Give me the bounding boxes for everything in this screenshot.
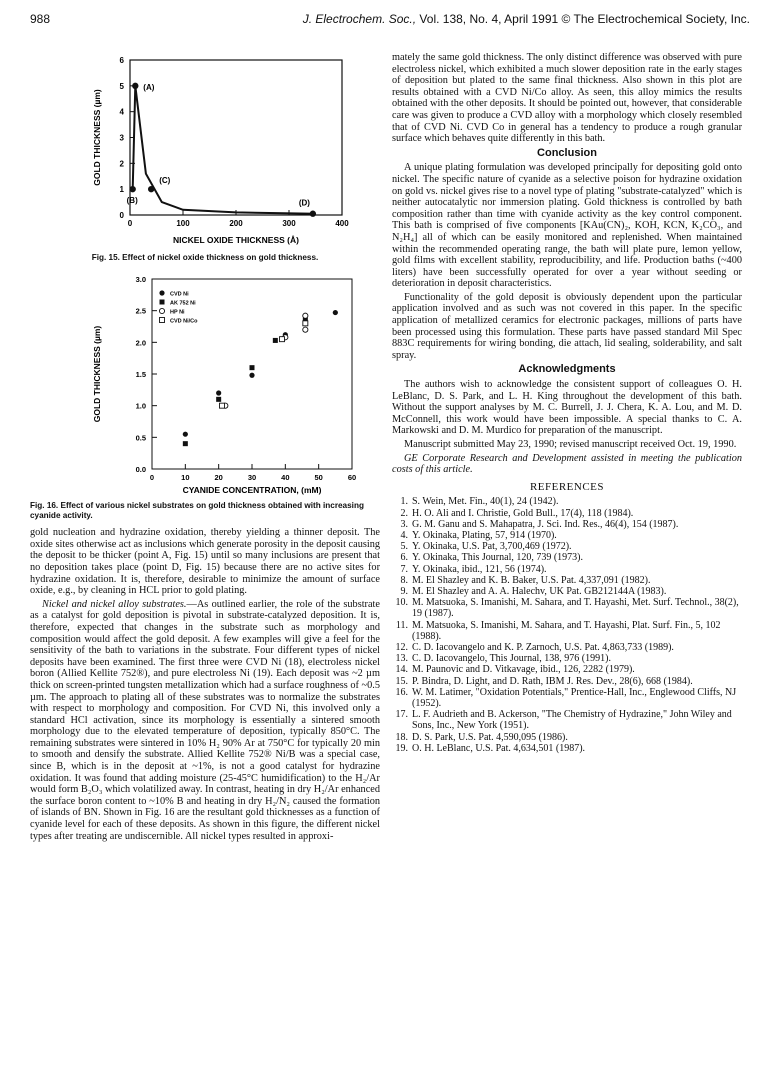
reference-number: 9.	[400, 586, 408, 597]
reference-text: D. S. Park, U.S. Pat. 4,590,095 (1986).	[412, 731, 568, 743]
fig16-y-tick-label: 1.0	[135, 401, 146, 411]
fig15-curve	[133, 86, 316, 214]
reference-text: Y. Okinaka, U.S. Pat, 3,700,469 (1972).	[412, 541, 572, 553]
reference-text: S. Wein, Met. Fin., 40(1), 24 (1942).	[412, 496, 559, 508]
reference-text: H. O. Ali and I. Christie, Gold Bull., 17(4), 118 (1984).	[412, 507, 634, 519]
reference-text: M. Paunovic and D. Vitkavage, ibid., 126, 2282 (1979).	[412, 664, 635, 676]
fig16-x-tick-label: 60	[347, 472, 357, 482]
reference-item	[392, 564, 742, 575]
fig15-y-tick-label: 6	[119, 56, 124, 65]
fig15-y-axis-label: GOLD THICKNESS (µm)	[92, 89, 102, 186]
reference-number: 2.	[400, 507, 408, 519]
section-subtitle: Nickel and nickel alloy substrates.	[42, 598, 187, 610]
fig15-point-label: (B)	[126, 196, 138, 206]
fig16-y-axis-label: GOLD THICKNESS (µm)	[92, 325, 102, 422]
fig15-y-tick-label: 4	[119, 107, 124, 117]
fig15-y-tick-label: 5	[119, 81, 124, 91]
reference-text: C. D. Iacovangelo, This Journal, 138, 976 (1991).	[412, 653, 611, 665]
fig16-data-point	[303, 313, 308, 318]
fig16-data-point	[216, 396, 221, 401]
journal-name: J. Electrochem. Soc.,	[302, 12, 417, 26]
conclusion-paragraph-1: A unique plating formulation was developed principally for depositing gold onto nickel. The specific nature of cyanide as a selective poison for hydrazine oxidation on gold vs. nickel gives rise to a novel type of plating "substrate-catalyzed" which is neither autocatalytic nor immersion plating. Gold thickness is controlled by bath composition rather than time with cyanide activity as the key control component. This bath is comprised of five components [KAu(CN)₂, KOH, KCN, K₂CO₃, and N₂H₄] all of which can be easily monitored and replenished. When maintained within the recommended operating range, the bath will plate pure, lemon yellow, gold films with excellent stability, reproducibility, and life. Production baths (~400 liters) have been successfully operated for over a year without seeding or deterioration in deposit characteristics.	[392, 162, 742, 290]
reference-text: M. Matsuoka, S. Imanishi, M. Sahara, and T. Hayashi, Plat. Surf. Fin., 5, 102 (1988).	[412, 619, 721, 642]
reference-number: 16.	[395, 686, 408, 698]
fig15-x-tick-label: 300	[282, 219, 296, 228]
reference-text: C. D. Iacovangelo and K. P. Zarnoch, U.S. Pat. 4,863,733 (1989).	[412, 642, 674, 654]
reference-item	[392, 709, 742, 731]
reference-number: 3.	[400, 518, 408, 530]
fig16-x-tick-label: 30	[247, 472, 257, 482]
fig15-y-tick-label: 3	[119, 133, 124, 143]
reference-item	[392, 575, 742, 586]
conclusion-heading: Conclusion	[537, 146, 597, 159]
reference-item	[392, 519, 742, 530]
fig15-x-tick-label: 0	[127, 219, 133, 228]
conclusion-paragraph-2: Functionality of the gold deposit is obviously dependent upon the particular application involved and as such was not covered in this paper. In the specific application of metallized ceramics for electronic packages, millions of parts have been processed using this formulation. These parts have passed standard Mil Spec 883C requirements for wiring bonding, die attach, lid sealing, solderability, and salt spray.	[392, 291, 742, 361]
reference-number: 12.	[395, 642, 408, 654]
fig15-plot-frame	[130, 60, 342, 215]
reference-number: 15.	[395, 675, 408, 687]
reference-number: 6.	[400, 552, 408, 564]
reference-text: Y. Okinaka, This Journal, 120, 739 (1973).	[412, 552, 584, 564]
fig16-legend-marker	[160, 299, 165, 304]
fig16-y-tick-label: 2.5	[135, 306, 146, 316]
fig16-data-point	[273, 338, 278, 343]
reference-number: 10.	[395, 597, 408, 609]
fig16-data-point	[183, 441, 188, 446]
fig16-data-point	[303, 327, 308, 332]
fig16-legend-marker	[159, 290, 164, 295]
fig15-data-point	[310, 211, 316, 217]
reference-text: P. Bindra, D. Light, and D. Rath, IBM J. Res. Dev., 28(6), 668 (1984).	[412, 675, 693, 687]
fig16-legend-label: HP Ni	[170, 309, 185, 316]
fig15-x-axis-label: NICKEL OXIDE THICKNESS (Å)	[173, 235, 299, 245]
fig15-y-tick-label: 0	[119, 211, 124, 220]
reference-item	[392, 653, 742, 664]
fig16-data-point	[249, 372, 254, 377]
fig16-y-tick-label: 3.0	[135, 274, 146, 284]
reference-item	[392, 496, 742, 507]
right-paragraph-1: mately the same gold thickness. The only distinct difference was observed with pure electroless nickel, which exhibited a much slower deposition rate in the early stages of deposition but plated to the same final thickness. Also shown in this plot are results obtained with a CVD Ni/Co alloy. As seen, this alloy mimics the results obtained with the other deposits. It should be pointed out, however, that considerable care was given to produce a CVD alloy with a morphology which closely resembled that of CVD Ni. CVD Co in general has a tendency to produce a rough granular surface which behaves quite differently in this bath.	[392, 52, 742, 145]
journal-citation	[303, 12, 750, 26]
reference-number: 1.	[400, 496, 408, 508]
fig16-legend-label: AK 752 Ni	[170, 300, 196, 307]
fig16-data-point	[183, 431, 188, 436]
fig15-data-point	[148, 186, 154, 192]
reference-item	[392, 620, 742, 642]
reference-number: 13.	[395, 653, 408, 665]
reference-number: 11.	[395, 619, 408, 631]
reference-item	[392, 642, 742, 653]
fig15-y-tick-label: 1	[119, 185, 124, 195]
fig16-y-tick-label: 2.0	[135, 337, 146, 347]
reference-item	[392, 732, 742, 743]
reference-item	[392, 530, 742, 541]
fig15-chart	[30, 50, 380, 245]
fig16-y-tick-label: 0.5	[135, 432, 146, 442]
fig15-caption: Fig. 15. Effect of nickel oxide thickness on gold thickness.	[91, 252, 319, 262]
fig15-x-tick-label: 400	[335, 219, 349, 228]
fig15-x-tick-label: 100	[176, 219, 190, 228]
left-paragraph-2	[30, 599, 380, 842]
fig16-data-point	[216, 390, 221, 395]
reference-item	[392, 676, 742, 687]
fig16-data-point	[280, 336, 285, 341]
left-paragraph-2-body: —As outlined earlier, the role of the substrate as a catalyst for gold deposition is pivotal in substrate-catalyzed deposition. It is, therefore, expected that changes in the substrate such as morphology and composition would affect the gold deposit. A few examples will give a feel for the sensitivity of the bath to variations in the substrate. Four different types of nickel deposits have been examined. The first three were CVD Ni (18), electroless nickel boron (Allied Kellite 752®), and pure electroless Ni (19). Each deposit was ~2 µm thick on screen-printed tungsten metallization which had a surface roughness of ~0.5 µm. The approach to plating all of these substrates was to normalize the substrates with respect to morphology and composition. For CVD Ni, this involved only a standard HCl activation, since its morphology is essentially a sintered smooth morphology due to the elevated temperature of deposition, typically 850°C. The remaining substrates were sintered in 10% H₂ 90% Ar at 750°C for typically 20 min to smooth and densify the substrate. Allied Kellite 752® Ni/B was a special case, since B, which is in the deposit at ~1%, is not a good catalyst for hydrazine oxidation. It was found that adding moisture (25-45°C humidification) to the H₂/Ar would form B₂O₃ which volatilized away. In contrast, heating in dry H₂/Ar enhanced the surface boron content to ~10% B and heating in dry H₂/N₂ caused the formation of islands of BN. Shown in Fig. 16 are the resultant gold thicknesses as a function of cyanide level for each of these deposits. As shown in this figure, the different nickel types after treating are undiscernible. All nickel types resulted in approxi-	[30, 598, 380, 842]
manuscript-dates: Manuscript submitted May 23, 1990; revised manuscript received Oct. 19, 1990.	[404, 439, 737, 450]
reference-number: 17.	[395, 709, 408, 721]
figure-16	[30, 271, 380, 522]
fig16-x-tick-label: 40	[281, 472, 290, 482]
acknowledgments-heading: Acknowledgments	[518, 363, 616, 376]
fig16-x-tick-label: 50	[314, 472, 323, 482]
reference-text: M. El Shazley and A. A. Halechv, UK Pat. GB212144A (1983).	[412, 586, 667, 597]
fig16-x-axis-label: CYANIDE CONCENTRATION, (mM)	[182, 484, 322, 495]
reference-number: 4.	[400, 529, 408, 541]
journal-issue: Vol. 138, No. 4, April 1991 © The Electrochemical Society, Inc.	[416, 12, 750, 26]
reference-text: W. M. Latimer, "Oxidation Potentials," Prentice-Hall, Inc., Englewood Cliffs, NJ (1952).	[412, 686, 737, 710]
fig15-point-label: (D)	[298, 198, 310, 208]
fig16-x-tick-label: 0	[149, 472, 155, 482]
figure-15	[30, 50, 380, 263]
fig15-point-label: (A)	[143, 82, 155, 92]
left-paragraph-1: gold nucleation and hydrazine oxidation, thereby yielding a thinner deposit. The oxide sites otherwise act as inclusions which generate porosity in the deposit causing the deposit to be thicker (point A, Fig. 15) until so many inclusions are present that no deposition takes place (point D, Fig. 15) because there are no active sites for hydrazine oxidation. It is, therefore, desirable to minimize the amount of surface oxide, e.g., by cleaning in HCL prior to gold plating.	[30, 527, 381, 597]
fig15-data-point	[132, 83, 138, 89]
reference-item	[392, 586, 742, 597]
page-number: 988	[30, 12, 51, 26]
reference-number: 18.	[395, 731, 408, 743]
left-column	[30, 50, 380, 842]
fig16-x-tick-label: 20	[214, 472, 223, 482]
fig16-legend-label: CVD Ni	[170, 291, 189, 298]
fig16-legend-marker	[159, 308, 164, 313]
reference-text: M. Matsuoka, S. Imanishi, M. Sahara, and T. Hayashi, Met. Surf. Technol., 38(2), 19 (1987).	[412, 597, 739, 620]
references-heading: REFERENCES	[529, 480, 605, 493]
references-list	[392, 496, 742, 754]
fig16-y-tick-label: 1.5	[135, 369, 146, 379]
fig16-caption: Fig. 16. Effect of various nickel substrates on gold thickness obtained with increasing cyanide activity.	[30, 501, 364, 521]
reference-text: M. El Shazley and K. B. Baker, U.S. Pat. 4,337,091 (1982).	[412, 574, 651, 586]
fig16-x-tick-label: 10	[181, 472, 190, 482]
fig16-chart	[30, 271, 380, 496]
right-column	[392, 52, 742, 754]
fig16-y-tick-label: 0.0	[135, 464, 146, 474]
reference-number: 14.	[395, 664, 408, 676]
reference-item	[392, 687, 742, 709]
fig16-data-point	[220, 403, 225, 408]
reference-number: 7.	[400, 563, 408, 575]
reference-text: Y. Okinaka, Plating, 57, 914 (1970).	[412, 529, 557, 541]
fig16-data-point	[303, 320, 308, 325]
reference-number: 8.	[400, 574, 408, 586]
reference-item	[392, 541, 742, 552]
publication-costs-note: GE Corporate Research and Development assisted in meeting the publication costs of this article.	[392, 452, 742, 476]
ack-paragraph: The authors wish to acknowledge the consistent support of colleagues O. H. LeBlanc, D. S. Park, and L. H. King throughout the development of this bath. Without the support analyses by M. C. Burrell, J. J. Chera, K. A. Lou, and M. D. McConnell, this work would have been impossible. A special thanks to C. A. Markowski and D. M. Murdico for preparation of the manuscript.	[392, 379, 742, 437]
reference-item	[392, 552, 742, 563]
fig16-legend-label: CVD Ni/Co	[170, 318, 198, 325]
reference-item	[392, 664, 742, 675]
reference-text: O. H. LeBlanc, U.S. Pat. 4,634,501 (1987).	[412, 742, 586, 754]
reference-number: 5.	[400, 541, 408, 553]
reference-item	[392, 508, 742, 519]
reference-text: L. F. Audrieth and B. Ackerson, "The Chemistry of Hydrazine," John Wiley and Sons, Inc., New York (1951).	[412, 709, 732, 732]
fig15-data-point	[129, 186, 135, 192]
fig15-y-tick-label: 2	[119, 159, 124, 169]
fig15-point-label: (C)	[159, 176, 171, 186]
reference-number: 19.	[395, 742, 408, 754]
fig16-legend-marker	[160, 317, 165, 322]
fig16-data-point	[250, 365, 255, 370]
fig15-x-tick-label: 200	[229, 219, 243, 228]
fig16-data-point	[333, 310, 338, 315]
reference-item	[392, 597, 742, 619]
reference-text: G. M. Ganu and S. Mahapatra, J. Sci. Ind. Res., 46(4), 154 (1987).	[412, 518, 679, 530]
reference-text: Y. Okinaka, ibid., 121, 56 (1974).	[412, 563, 547, 575]
reference-item	[392, 743, 742, 754]
